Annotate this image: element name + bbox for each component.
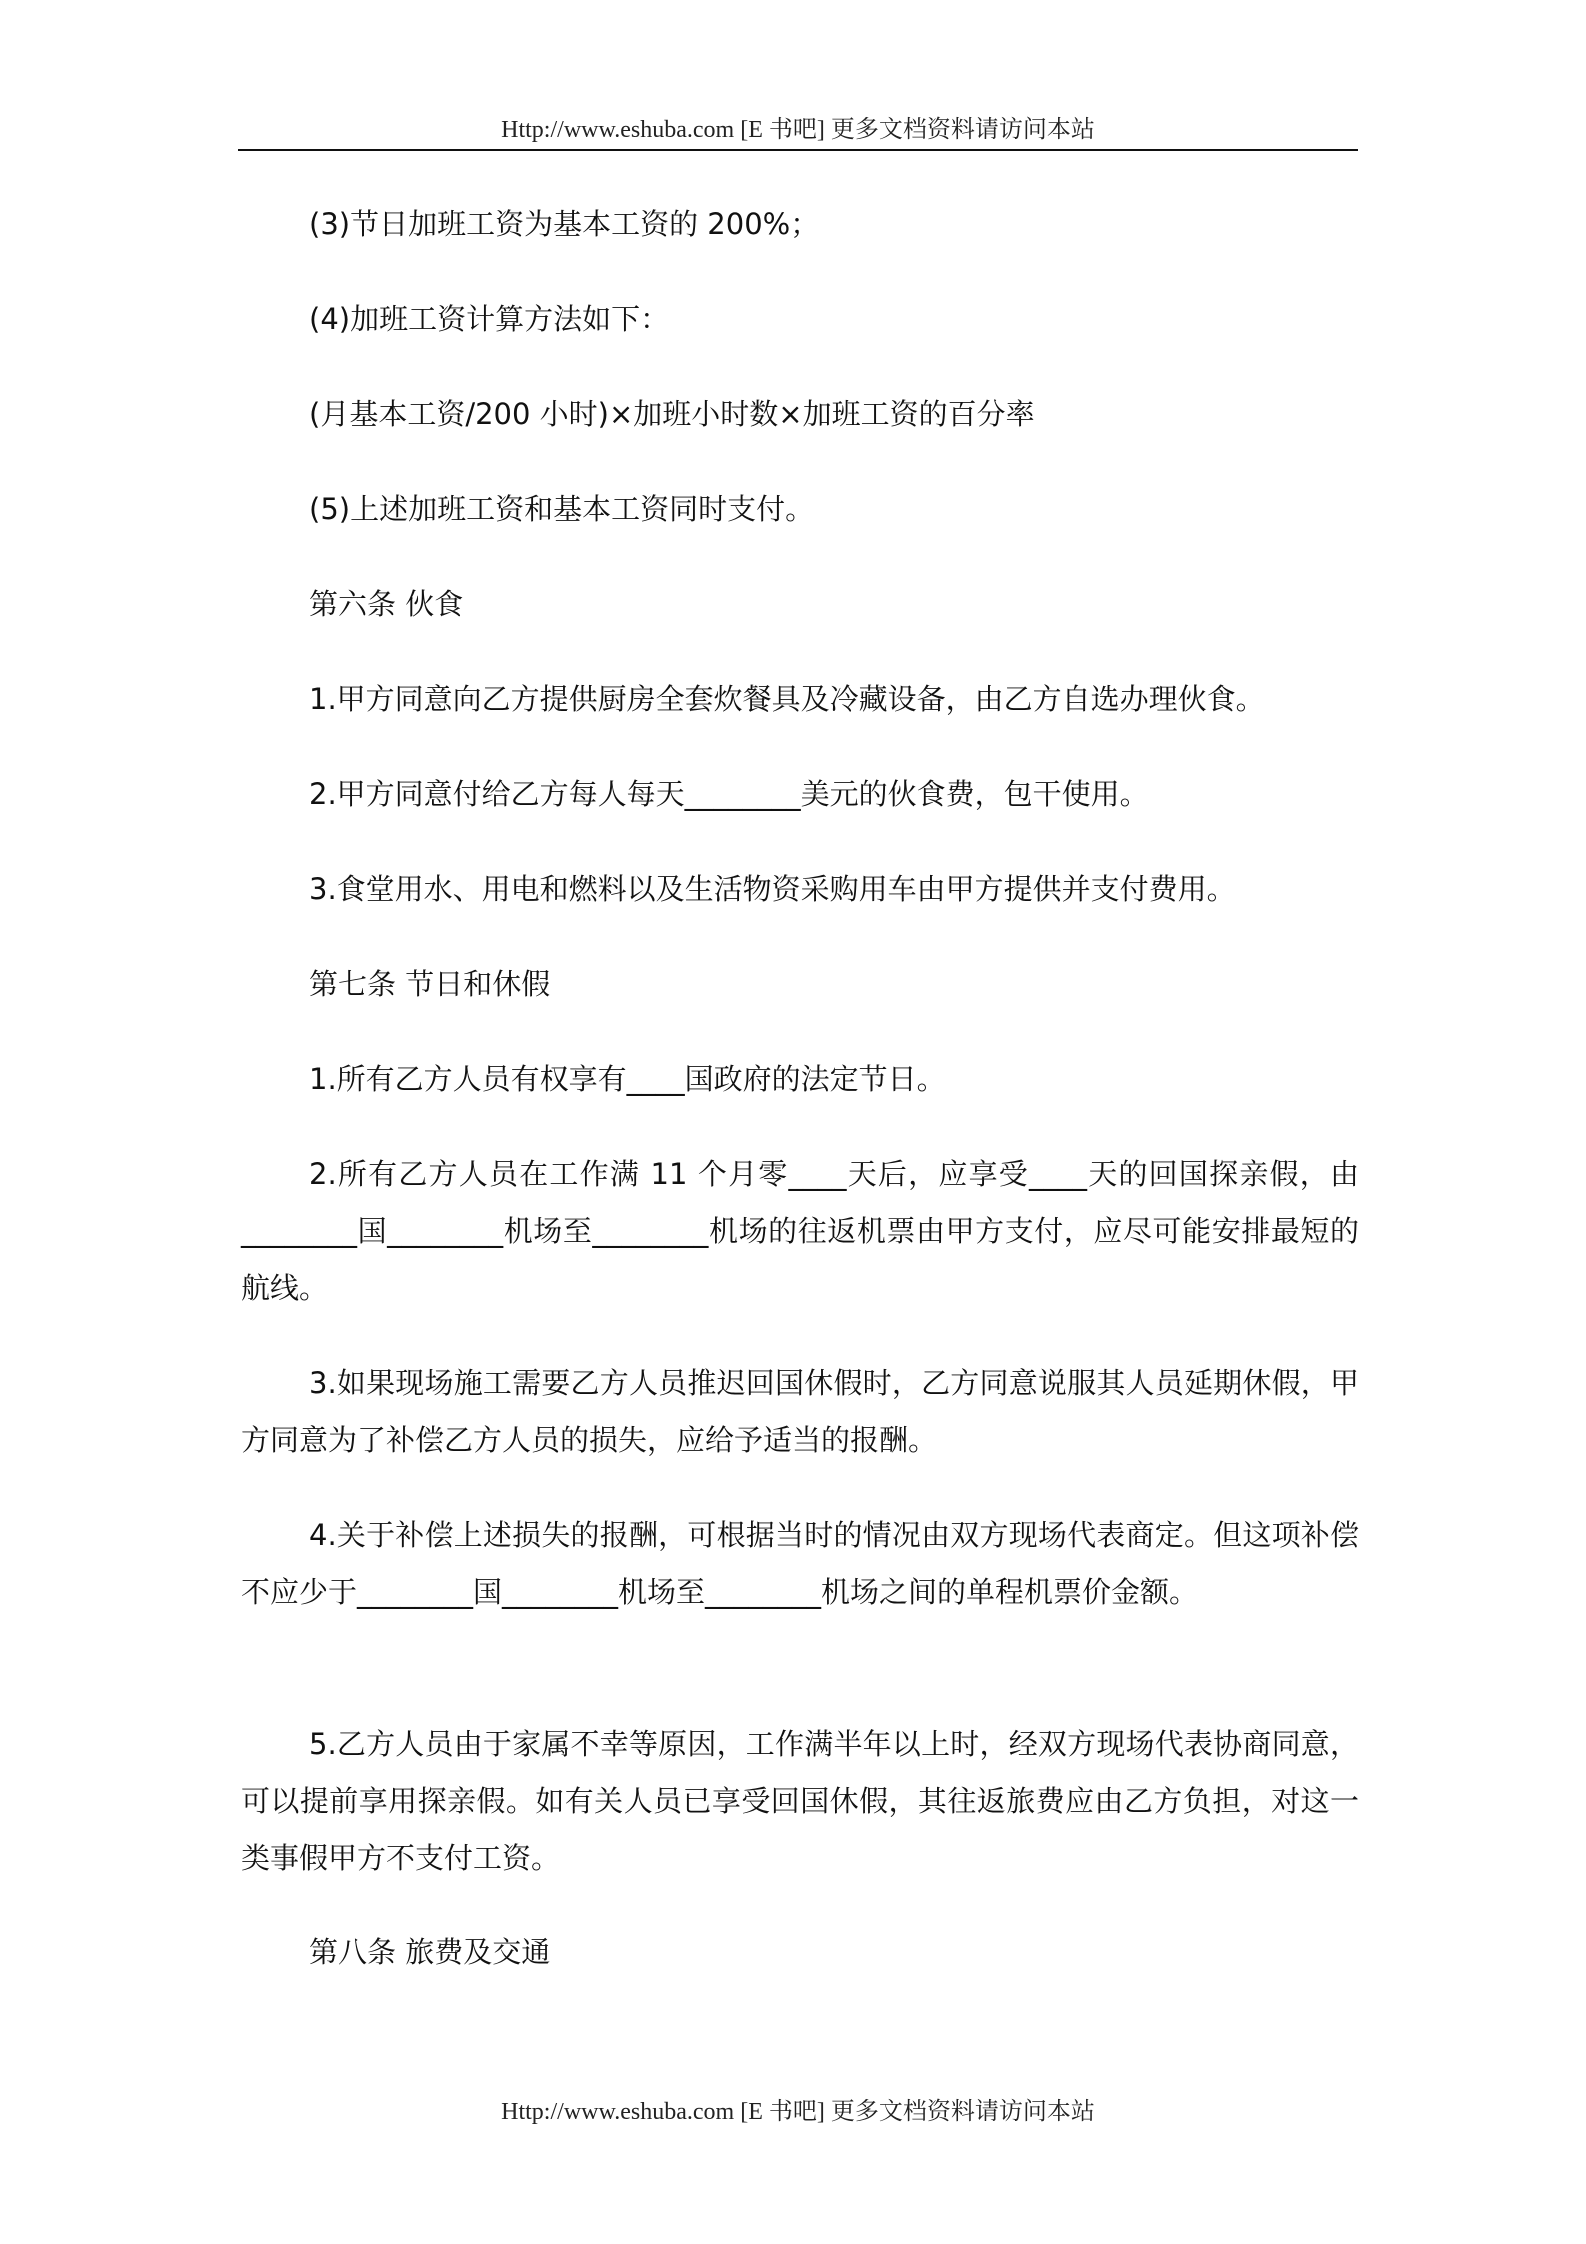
paragraph-meal-allowance: 2.甲方同意付给乙方每人每天________美元的伙食费，包干使用。 bbox=[309, 777, 1149, 811]
paragraph-leave-postponement: 3.如果现场施工需要乙方人员推迟回国休假时，乙方同意说服其人员延期休假，甲方同意为了补偿乙方人员的损失，应给予适当的报酬。 bbox=[241, 1366, 1359, 1457]
paragraph-compensation: 4.关于补偿上述损失的报酬，可根据当时的情况由双方现场代表商定。但这项补偿不应少于________国________机场至________机场之间的单程机票价金额。 bbox=[241, 1518, 1359, 1609]
paragraph-overtime-payment: (5)上述加班工资和基本工资同时支付。 bbox=[309, 492, 815, 526]
paragraph-overtime-formula: (月基本工资/200 小时)×加班小时数×加班工资的百分率 bbox=[309, 397, 1035, 431]
paragraph-legal-holidays: 1.所有乙方人员有权享有____国政府的法定节日。 bbox=[309, 1062, 946, 1096]
header-divider bbox=[238, 149, 1358, 151]
section-heading-article-6: 第六条 伙食 bbox=[309, 587, 464, 621]
section-heading-article-8: 第八条 旅费及交通 bbox=[309, 1935, 551, 1969]
paragraph-kitchen-equipment: 1.甲方同意向乙方提供厨房全套炊餐具及冷藏设备，由乙方自选办理伙食。 bbox=[309, 682, 1265, 716]
page-header: Http://www.eshuba.com [E 书吧] 更多文档资料请访问本站 bbox=[501, 117, 1095, 143]
paragraph-canteen-utilities: 3.食堂用水、用电和燃料以及生活物资采购用车由甲方提供并支付费用。 bbox=[309, 872, 1236, 906]
paragraph-holiday-overtime-rate: (3)节日加班工资为基本工资的 200%； bbox=[309, 207, 820, 241]
page-footer: Http://www.eshuba.com [E 书吧] 更多文档资料请访问本站 bbox=[501, 2099, 1095, 2125]
paragraph-overtime-method: (4)加班工资计算方法如下： bbox=[309, 302, 670, 336]
section-heading-article-7: 第七条 节日和休假 bbox=[309, 967, 551, 1001]
paragraph-home-leave: 2.所有乙方人员在工作满 11 个月零____天后，应享受____天的回国探亲假，由________国________机场至________机场的往返机票由甲方支付，应尽可能安排最短的航线。 bbox=[241, 1157, 1359, 1305]
paragraph-early-leave: 5.乙方人员由于家属不幸等原因，工作满半年以上时，经双方现场代表协商同意，可以提前享用探亲假。如有关人员已享受回国休假，其往返旅费应由乙方负担，对这一类事假甲方不支付工资。 bbox=[241, 1727, 1359, 1875]
